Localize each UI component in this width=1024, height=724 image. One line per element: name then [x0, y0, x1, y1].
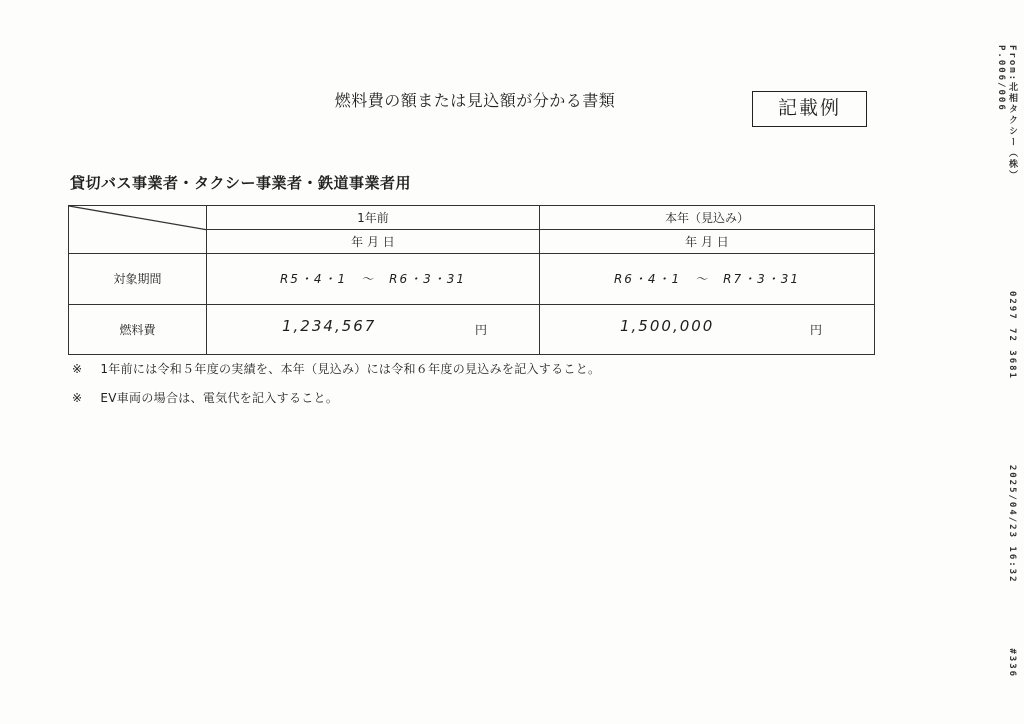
fax-datetime: 2025/04/23 16:32: [1007, 464, 1017, 584]
note-2-text: EV車両の場合は、電気代を記入すること。: [100, 391, 339, 405]
fax-header: [996, 45, 1019, 724]
prev-period-value: R5・4・1 ～ R6・3・31: [207, 254, 540, 304]
this-amount-value: 1,500,000: [620, 316, 715, 335]
this-amount-cell: [540, 304, 875, 354]
date-header-prev: 年 月 日: [207, 230, 540, 254]
fax-from: From:北相タクシー（株）: [1007, 45, 1017, 182]
this-yen-unit: 円: [809, 322, 822, 337]
prev-yen-unit: 円: [474, 322, 487, 337]
row-label-fuel-cost: 燃料費: [69, 304, 207, 354]
diagonal-line-icon: [69, 206, 206, 253]
note-1: [72, 360, 600, 377]
note-mark: ※: [72, 362, 83, 376]
fuel-cost-table: [68, 205, 875, 355]
column-header-this-year: 本年（見込み）: [540, 206, 875, 230]
prev-amount-value: 1,234,567: [282, 316, 377, 335]
example-label: 記載例: [752, 91, 867, 127]
note-1-text: 1年前には令和５年度の実績を、本年（見込み）には令和６年度の見込みを記入すること。: [100, 362, 601, 376]
this-period-value: R6・4・1 ～ R7・3・31: [540, 254, 875, 304]
fax-page: #336 P.006/006: [996, 45, 1017, 679]
column-header-prev-year: 1年前: [207, 206, 540, 230]
row-label-period: 対象期間: [69, 254, 207, 304]
header-corner-cell: [69, 206, 207, 254]
prev-amount-cell: [207, 304, 540, 354]
document-title: 燃料費の額または見込額が分かる書類: [334, 91, 616, 110]
document-subtitle: 貸切バス事業者・タクシー事業者・鉄道事業者用: [70, 174, 412, 192]
note-2: [72, 389, 338, 406]
note-mark: ※: [72, 391, 83, 405]
fax-phone: 0297 72 3681: [1007, 290, 1017, 380]
date-header-this: 年 月 日: [540, 230, 875, 254]
